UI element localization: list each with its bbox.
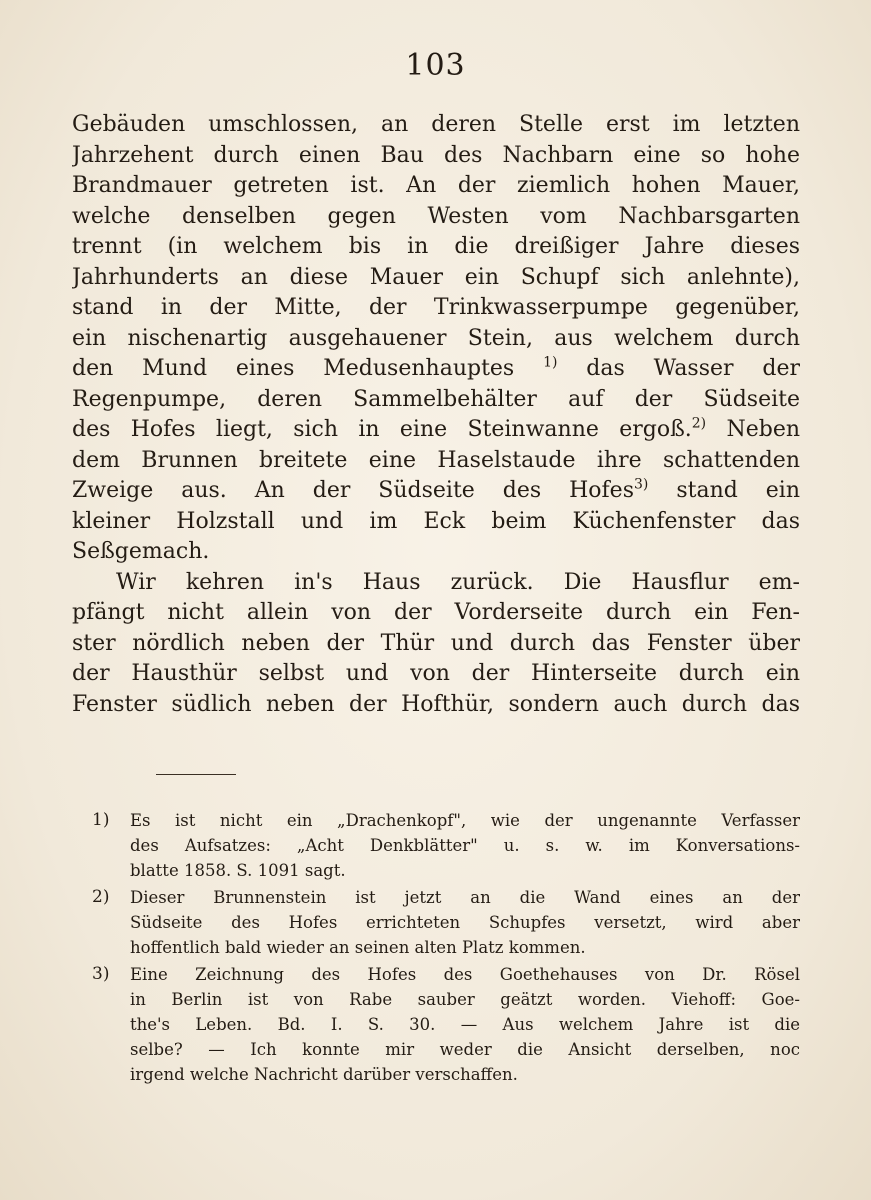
- footnote-line: Es ist nicht ein „Drachenkopf", wie der ungenannte Verfasser: [130, 811, 800, 830]
- footnote-line: Südseite des Hofes errichteten Schupfes versetzt, wird aber: [130, 913, 800, 932]
- text-line: pfängt nicht allein von der Vorderseite durch ein Fen-: [72, 600, 800, 625]
- footnote-divider: [156, 774, 236, 775]
- footnote-ref: 2): [691, 415, 707, 432]
- text-line: kleiner Holzstall und im Eck beim Küchenfenster das: [72, 508, 800, 534]
- text-line: Jahrhunderts an diese Mauer ein Schupf sich anlehnte),: [72, 264, 800, 290]
- text-line: der Hausthür selbst und von der Hinterseite durch ein: [72, 661, 800, 686]
- text-line: Regenpumpe, deren Sammelbehälter auf der Südseite: [72, 386, 800, 412]
- text-line: Brandmauer getreten ist. An der ziemlich hohen Mauer,: [72, 173, 800, 198]
- text-line: Wir kehren in's Haus zurück. Die Hausflur em-: [116, 569, 800, 595]
- text-line: [72, 415, 800, 446]
- text-fragment: des Hofes liegt, sich in eine Steinwanne ergoß.: [72, 417, 692, 442]
- footnote: [92, 808, 800, 883]
- text-fragment: den Mund eines Medusenhauptes: [72, 356, 515, 381]
- footnote-mark: 1): [92, 810, 110, 830]
- page-number: 103: [405, 48, 466, 83]
- text-line: [72, 476, 800, 507]
- text-fragment: das Wasser der: [586, 356, 800, 381]
- footnote-mark: 3): [92, 964, 110, 984]
- footnote-line: des Aufsatzes: „Acht Denkblätter" u. s. w. im Konversations-: [130, 836, 800, 855]
- footnote-line: irgend welche Nachricht darüber verschaffen.: [130, 1065, 518, 1084]
- text-line: welche denselben gegen Westen vom Nachbarsgarten: [72, 203, 800, 229]
- text-line: ster nördlich neben der Thür und durch das Fenster über: [72, 630, 800, 656]
- text-fragment: Neben: [726, 417, 800, 442]
- footnote: [92, 962, 800, 1087]
- text-fragment: stand ein: [676, 478, 800, 503]
- footnote-line: selbe? — Ich konnte mir weder die Ansicht derselben, noc: [130, 1040, 800, 1059]
- main-text: [72, 110, 800, 720]
- text-line: trennt (in welchem bis in die dreißiger Jahre dieses: [72, 234, 800, 259]
- footnote-line: blatte 1858. S. 1091 sagt.: [130, 861, 346, 880]
- footnote-mark: 2): [92, 887, 110, 907]
- text-line: Gebäuden umschlossen, an deren Stelle erst im letzten: [72, 112, 800, 137]
- footnote-line: hoffentlich bald wieder an seinen alten Platz kommen.: [130, 938, 586, 957]
- text-line: dem Brunnen breitete eine Haselstaude ihre schattenden: [72, 447, 800, 473]
- text-fragment: Zweige aus. An der Südseite des Hofes: [72, 478, 634, 503]
- footnotes: [92, 808, 800, 1089]
- text-line: Fenster südlich neben der Hofthür, sondern auch durch das: [72, 691, 800, 717]
- footnote-line: the's Leben. Bd. I. S. 30. — Aus welchem Jahre ist die: [130, 1015, 800, 1034]
- footnote-ref: 1): [543, 354, 558, 371]
- footnote: [92, 885, 800, 960]
- text-line: [72, 354, 800, 385]
- footnote-ref: 3): [634, 476, 649, 493]
- text-line: Seßgemach.: [72, 539, 210, 564]
- footnote-line: Dieser Brunnenstein ist jetzt an die Wand eines an der: [130, 888, 800, 907]
- text-line: ein nischenartig ausgehauener Stein, aus welchem durch: [72, 325, 800, 351]
- footnote-line: in Berlin ist von Rabe sauber geätzt worden. Viehoff: Goe-: [130, 990, 800, 1009]
- footnote-line: Eine Zeichnung des Hofes des Goethehauses von Dr. Rösel: [130, 965, 800, 984]
- text-line: stand in der Mitte, der Trinkwasserpumpe gegenüber,: [72, 295, 800, 320]
- text-line: Jahrzehent durch einen Bau des Nachbarn eine so hohe: [72, 142, 800, 168]
